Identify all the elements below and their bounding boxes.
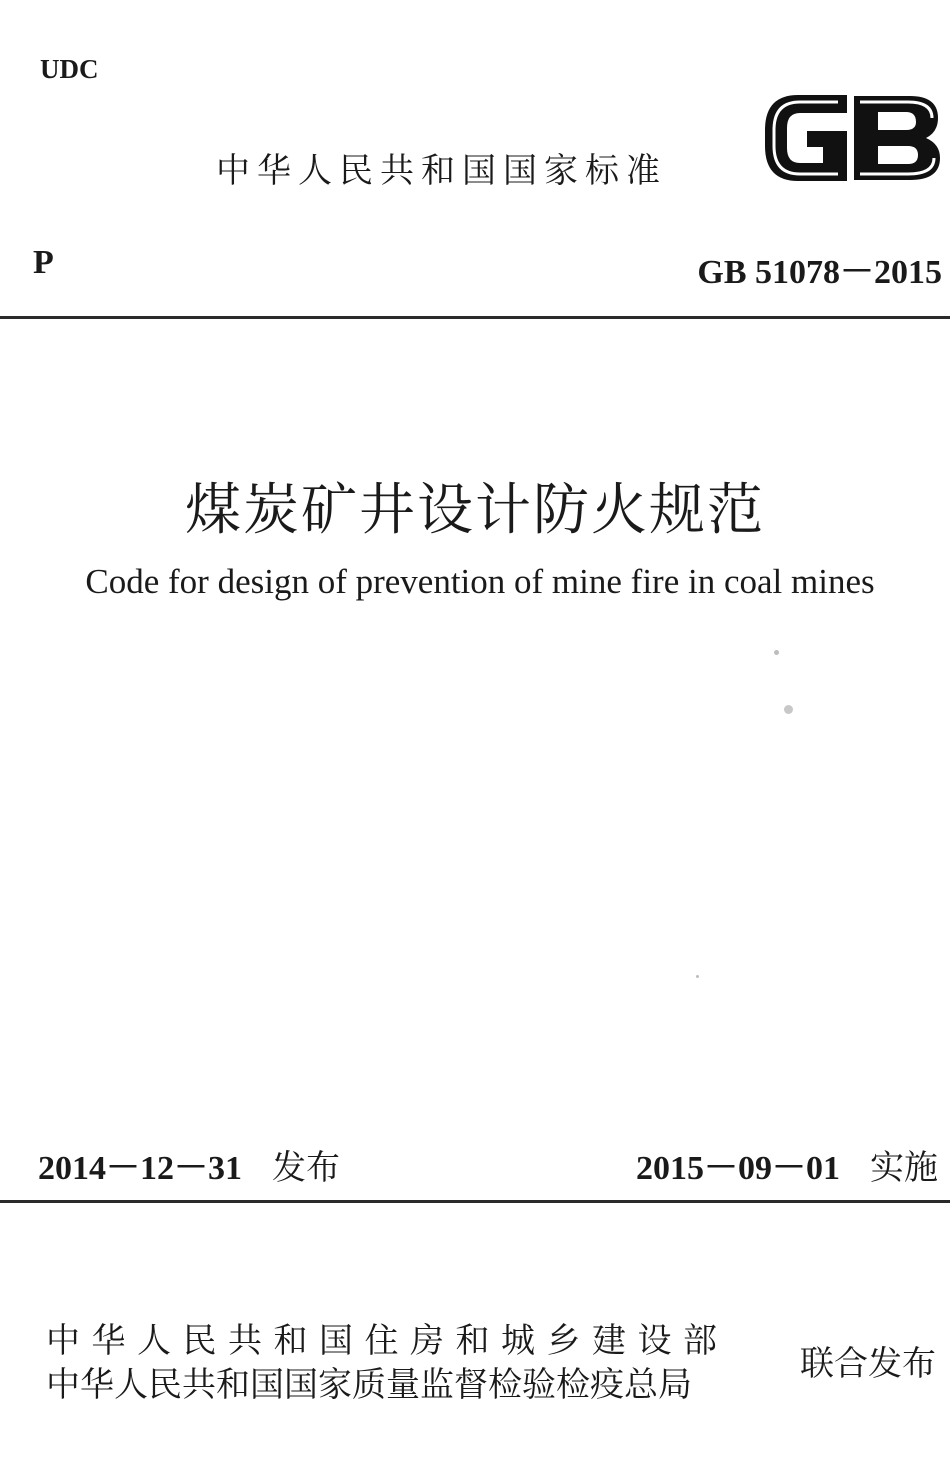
- footer-divider: [0, 1200, 950, 1203]
- implementation-label: 实施: [870, 1148, 938, 1188]
- print-speck: [696, 975, 699, 978]
- issue-label: 发布: [272, 1148, 340, 1188]
- title-chinese: 煤炭矿井设计防火规范: [185, 478, 765, 543]
- issuer-ministry-housing: 中华人民共和国住房和城乡建设部: [46, 1321, 729, 1361]
- standard-number: GB 51078－2015: [697, 254, 942, 291]
- gb-logo: [758, 88, 944, 188]
- title-english: Code for design of prevention of mine fire in coal mines: [85, 562, 875, 601]
- implementation-date-line: [636, 1140, 938, 1189]
- print-speck: [784, 705, 793, 714]
- classification-code: P: [33, 244, 54, 281]
- issue-date-line: [38, 1140, 340, 1189]
- header-divider: [0, 316, 950, 319]
- issuer-aqsiq: 中华人民共和国国家质量监督检验检疫总局: [46, 1365, 692, 1405]
- national-standard-heading: 中华人民共和国国家标准: [216, 151, 667, 191]
- udc-label: UDC: [40, 54, 99, 84]
- issue-date: 2014－12－31: [38, 1150, 242, 1187]
- joint-issue-label: 联合发布: [800, 1344, 936, 1384]
- implementation-date: 2015－09－01: [636, 1150, 840, 1187]
- print-speck: [774, 650, 779, 655]
